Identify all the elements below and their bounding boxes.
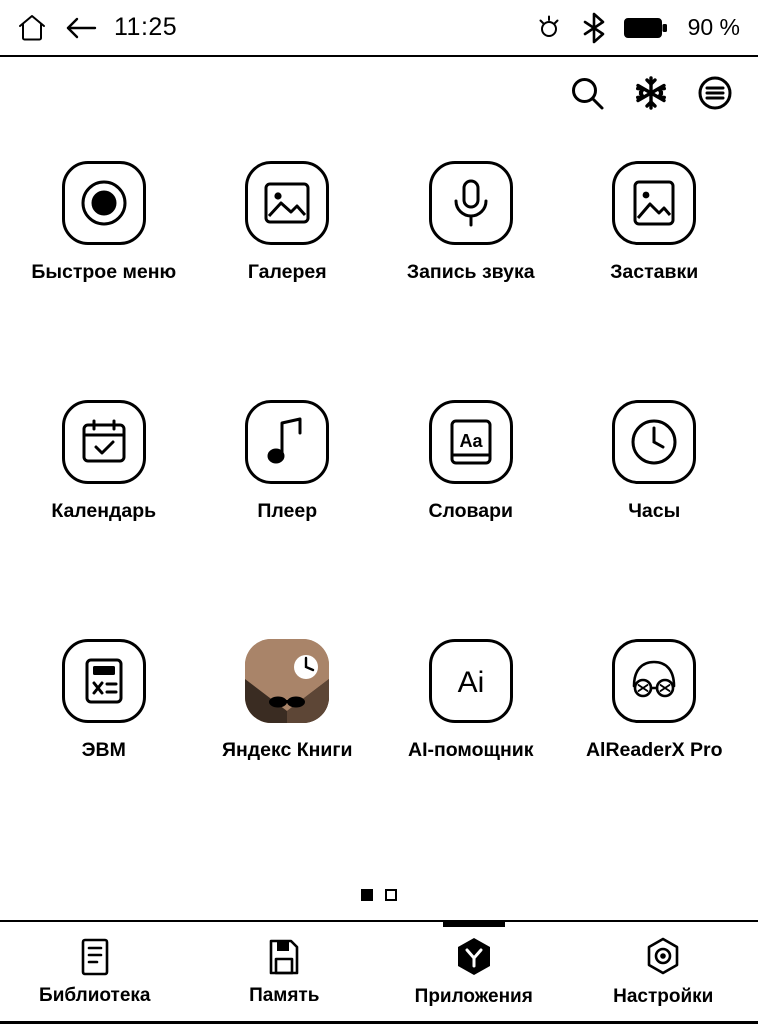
page-dot-1[interactable] <box>361 889 373 901</box>
app-label: Словари <box>428 500 514 522</box>
snowflake-refresh-icon[interactable] <box>632 74 670 112</box>
applications-icon <box>454 936 494 978</box>
dictionary-book-icon <box>429 400 513 484</box>
app-tile-calendar[interactable] <box>12 374 196 613</box>
app-label: AI-помощник <box>408 739 534 761</box>
app-tile-ai-assistant[interactable] <box>379 613 563 852</box>
memory-save-icon <box>265 937 303 977</box>
app-tile-alreaderx-pro[interactable] <box>563 613 747 852</box>
calendar-check-icon <box>62 400 146 484</box>
search-icon[interactable] <box>568 74 606 112</box>
svg-text:Aa: Aa <box>459 431 483 451</box>
app-tile-gallery[interactable] <box>196 135 380 374</box>
svg-text:Ai: Ai <box>457 666 485 699</box>
page-indicator <box>0 870 758 920</box>
yandex-books-icon <box>245 639 329 723</box>
app-tile-calculator[interactable] <box>12 613 196 852</box>
microphone-icon <box>429 161 513 245</box>
app-label: Запись звука <box>406 261 535 283</box>
status-bar <box>0 0 758 57</box>
app-tile-quick-menu[interactable] <box>12 135 196 374</box>
app-label: Календарь <box>51 500 157 522</box>
nav-label: Приложения <box>414 985 533 1007</box>
battery-icon <box>624 16 668 40</box>
nav-label: Память <box>249 984 320 1006</box>
screensaver-picture-icon <box>612 161 696 245</box>
status-bar-left <box>16 12 177 44</box>
nav-item-memory[interactable] <box>190 922 380 1021</box>
clock-icon <box>612 400 696 484</box>
nav-label: Настройки <box>613 985 714 1007</box>
apps-grid <box>0 129 758 870</box>
bluetooth-icon[interactable] <box>582 12 606 44</box>
alreader-glasses-icon <box>612 639 696 723</box>
app-tile-screensavers[interactable] <box>563 135 747 374</box>
app-label: Яндекс Книги <box>221 739 353 761</box>
app-label: Плеер <box>257 500 318 522</box>
app-label: AlReaderX Pro <box>585 739 723 761</box>
hamburger-menu-icon[interactable] <box>696 74 734 112</box>
app-tile-sound-recorder[interactable] <box>379 135 563 374</box>
app-tile-player[interactable] <box>196 374 380 613</box>
status-clock: 11:25 <box>114 13 178 41</box>
page-dot-2[interactable] <box>385 889 397 901</box>
app-label: Галерея <box>247 261 327 283</box>
image-icon <box>245 161 329 245</box>
app-label: Часы <box>628 500 681 522</box>
home-icon[interactable] <box>16 12 48 44</box>
app-toolbar <box>0 57 758 129</box>
app-label: Заставки <box>610 261 699 283</box>
nav-item-applications[interactable] <box>379 922 569 1021</box>
nav-item-settings[interactable] <box>569 922 758 1021</box>
nav-item-library[interactable] <box>0 922 190 1021</box>
nav-label: Библиотека <box>39 984 151 1006</box>
brightness-icon[interactable] <box>534 13 564 43</box>
battery-percent-label: 90 % <box>687 14 740 40</box>
status-bar-right <box>534 12 740 44</box>
ai-assistant-icon <box>429 639 513 723</box>
app-label: ЭВМ <box>81 739 126 761</box>
music-note-icon <box>245 400 329 484</box>
record-dot-icon <box>62 161 146 245</box>
app-tile-dictionaries[interactable] <box>379 374 563 613</box>
back-arrow-icon[interactable] <box>64 13 98 43</box>
settings-icon <box>643 936 683 978</box>
calculator-icon <box>62 639 146 723</box>
app-label: Быстрое меню <box>31 261 177 283</box>
app-tile-yandex-books[interactable] <box>196 613 380 852</box>
bottom-navigation <box>0 920 758 1024</box>
library-icon <box>76 937 114 977</box>
app-tile-clock[interactable] <box>563 374 747 613</box>
